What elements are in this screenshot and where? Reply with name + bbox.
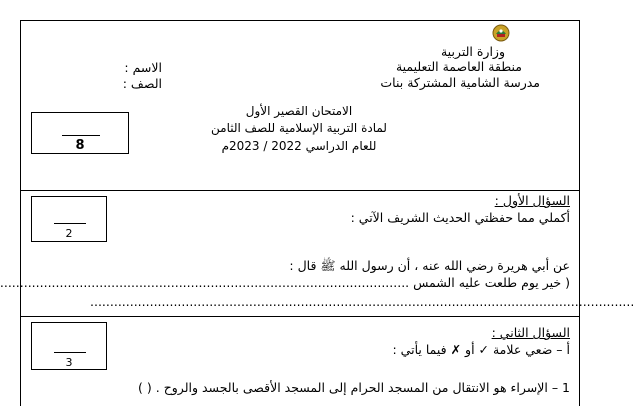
education-zone: منطقة العاصمة التعليمية <box>395 59 522 74</box>
total-score-box <box>31 112 129 154</box>
q2-score: 3 <box>65 356 73 369</box>
q1-score-box <box>31 196 107 242</box>
exam-subject: لمادة التربية الإسلامية للصف الثامن <box>211 121 387 135</box>
q1-score: 2 <box>65 227 73 240</box>
q2-item-1: 1 – الإسراء هو الانتقال من المسجد الحرام إلى المسجد الأقصى بالجسد والروح . ( ) <box>138 380 570 395</box>
score-line <box>54 352 86 353</box>
q1-hadith-start: ( خير يوم طلعت عليه الشمس ....................................................................................................... <box>0 275 570 290</box>
q2-heading: السؤال الثاني : <box>491 325 570 340</box>
divider <box>20 316 580 317</box>
name-label: الاسم : <box>124 60 162 75</box>
exam-title: الامتحان القصير الأول <box>245 104 353 118</box>
exam-year: للعام الدراسي 2022 / 2023م <box>221 139 377 153</box>
kuwait-emblem-icon <box>492 24 510 42</box>
score-line <box>62 135 100 136</box>
divider <box>20 190 580 191</box>
class-label: الصف : <box>122 76 162 91</box>
q2-instruction: أ – ضعي علامة ✓ أو ✗ فيما يأتي : <box>392 342 570 357</box>
q1-heading: السؤال الأول : <box>494 193 570 208</box>
total-score: 8 <box>75 138 85 153</box>
q2-score-box <box>31 322 107 370</box>
ministry-name: وزارة التربية <box>440 44 505 59</box>
q1-hadith-intro: عن أبي هريرة رضي الله عنه ، أن رسول الله ﷺ قال : <box>289 258 570 273</box>
q1-answer-line: ......................................................................................................................................... <box>90 294 634 309</box>
q1-instruction: أكملي مما حفظتي الحديث الشريف الآتي : <box>350 210 570 225</box>
score-line <box>54 223 86 224</box>
school-name: مدرسة الشامية المشتركة بنات <box>380 75 540 90</box>
